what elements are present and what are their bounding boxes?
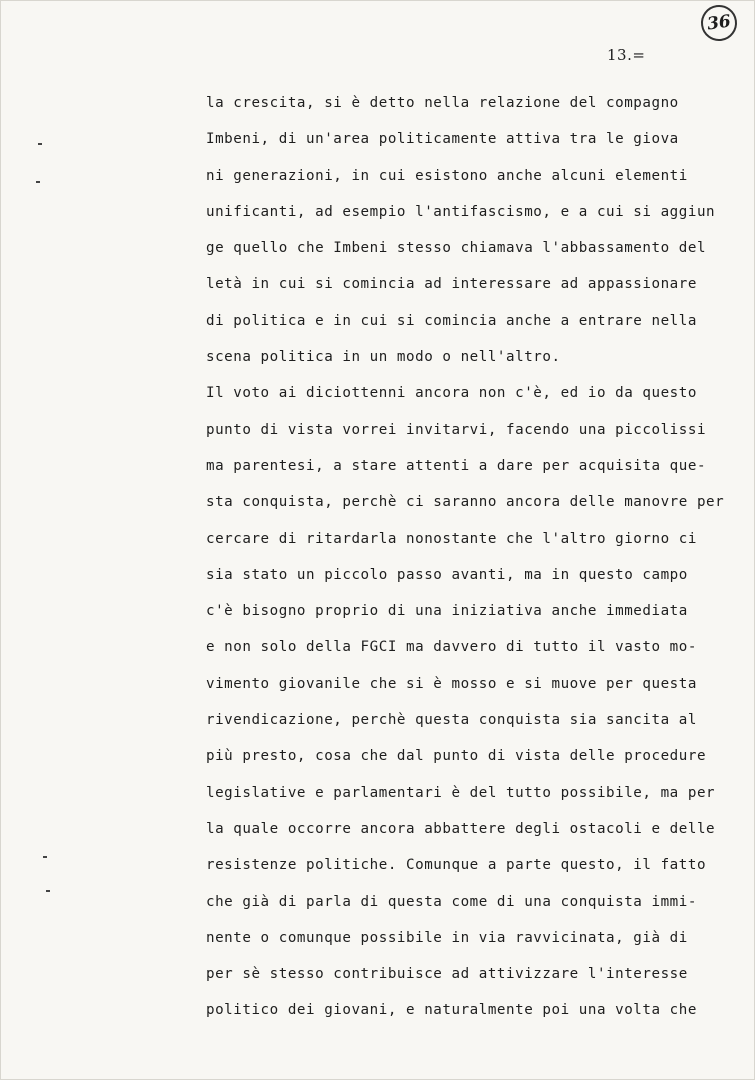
- margin-mark: [43, 856, 47, 858]
- text-line: di politica e in cui si comincia anche a entrare nella: [206, 312, 697, 329]
- text-line: unificanti, ad esempio l'antifascismo, e a cui si aggiun: [206, 203, 716, 220]
- typewritten-text: [206, 89, 736, 1033]
- text-line: sta conquista, perchè ci saranno ancora delle manovre per: [206, 494, 725, 511]
- text-line: resistenze politiche. Comunque a parte questo, il fatto: [206, 857, 707, 874]
- text-line: vimento giovanile che si è mosso e si muove per questa: [206, 675, 697, 692]
- margin-mark: [38, 143, 42, 145]
- text-line: legislative e parlamentari è del tutto possibile, ma per: [206, 784, 716, 801]
- text-line: ni generazioni, in cui esistono anche alcuni elementi: [206, 167, 688, 184]
- text-line: Imbeni, di un'area politicamente attiva tra le giova: [206, 131, 679, 148]
- text-line: scena politica in un modo o nell'altro.: [206, 349, 561, 366]
- text-line: per sè stesso contribuisce ad attivizzare l'interesse: [206, 966, 688, 983]
- text-line: ge quello che Imbeni stesso chiamava l'abbassamento del: [206, 240, 707, 257]
- text-line: rivendicazione, perchè questa conquista sia sancita al: [206, 712, 697, 729]
- text-line: la quale occorre ancora abbattere degli ostacoli e delle: [206, 820, 716, 837]
- text-line: c'è bisogno proprio di una iniziativa anche immediata: [206, 603, 688, 620]
- archive-stamp: [699, 3, 740, 44]
- text-line: sia stato un piccolo passo avanti, ma in questo campo: [206, 566, 688, 583]
- stamp-number: 36: [705, 11, 733, 35]
- text-line: cercare di ritardarla nonostante che l'altro giorno ci: [206, 530, 697, 547]
- margin-mark: [36, 181, 40, 183]
- text-line: letà in cui si comincia ad interessare ad appassionare: [206, 276, 697, 293]
- text-line: Il voto ai diciottenni ancora non c'è, ed io da questo: [206, 385, 697, 402]
- text-line: nente o comunque possibile in via ravvicinata, già di: [206, 929, 688, 946]
- page-number: 13.=: [607, 46, 646, 64]
- text-line: politico dei giovani, e naturalmente poi una volta che: [206, 1002, 697, 1019]
- text-line: più presto, cosa che dal punto di vista delle procedure: [206, 748, 707, 765]
- text-line: ma parentesi, a stare attenti a dare per acquisita que-: [206, 457, 707, 474]
- text-line: che già di parla di questa come di una conquista immi-: [206, 893, 697, 910]
- text-line: punto di vista vorrei invitarvi, facendo una piccolissi: [206, 421, 707, 438]
- margin-mark: [46, 890, 50, 892]
- text-line: la crescita, si è detto nella relazione del compagno: [206, 95, 679, 111]
- text-line: e non solo della FGCI ma davvero di tutto il vasto mo-: [206, 639, 697, 656]
